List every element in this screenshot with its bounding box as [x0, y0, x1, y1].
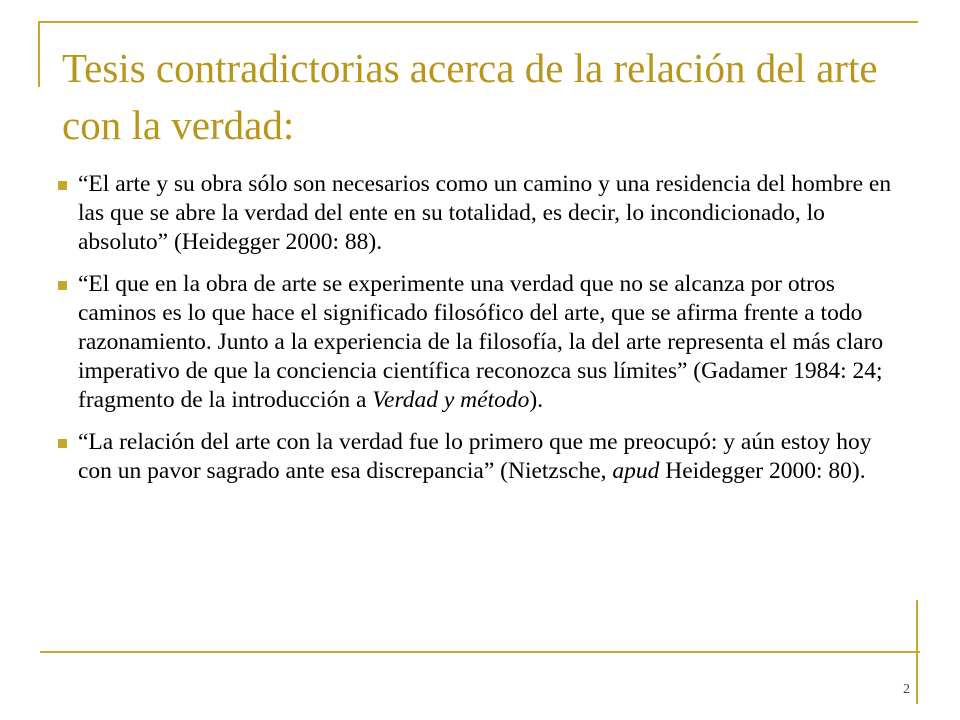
text-segment: “El que en la obra de arte se experimente una verdad que no se alcanza por otros caminos es lo que hace el significado filosófico del arte, que se afirma frente a todo razonamiento. Junto a la experiencia de la filosofía, la del arte representa el más claro imperativo de que la conciencia científica reconozca sus límites” (Gadamer 1984: 24; fragmento de la introducción a	[78, 271, 884, 413]
left-rule	[38, 21, 40, 87]
page-number: 2	[903, 682, 910, 697]
text-segment: ).	[529, 387, 544, 413]
text-segment: “El arte y su obra sólo son necesarios como un camino y una residencia del hombre en las que se abre la verdad del ente en su totalidad, es decir, lo incondicionado, lo absoluto” (Heidegger 2000: 88).	[78, 171, 892, 255]
bullet-list	[58, 170, 908, 499]
square-bullet-icon	[58, 439, 67, 448]
bullet-item	[58, 270, 908, 415]
italic-segment: Verdad y método	[372, 387, 530, 413]
top-rule	[38, 21, 918, 23]
italic-segment: apud	[612, 458, 660, 484]
text-segment: Heidegger 2000: 80).	[659, 458, 866, 484]
text-segment: “La relación del arte con la verdad fue lo primero que me preocupó: y aún estoy hoy con un pavor sagrado ante esa discrepancia” (Nietzsche,	[78, 429, 872, 484]
bullet-item	[58, 170, 908, 257]
slide-title: Tesis contradictorias acerca de la relación del arte con la verdad:	[62, 45, 878, 148]
square-bullet-icon	[58, 281, 67, 290]
right-rule	[916, 600, 918, 704]
square-bullet-icon	[58, 181, 67, 190]
bullet-item	[58, 428, 908, 486]
bottom-rule	[40, 651, 920, 653]
